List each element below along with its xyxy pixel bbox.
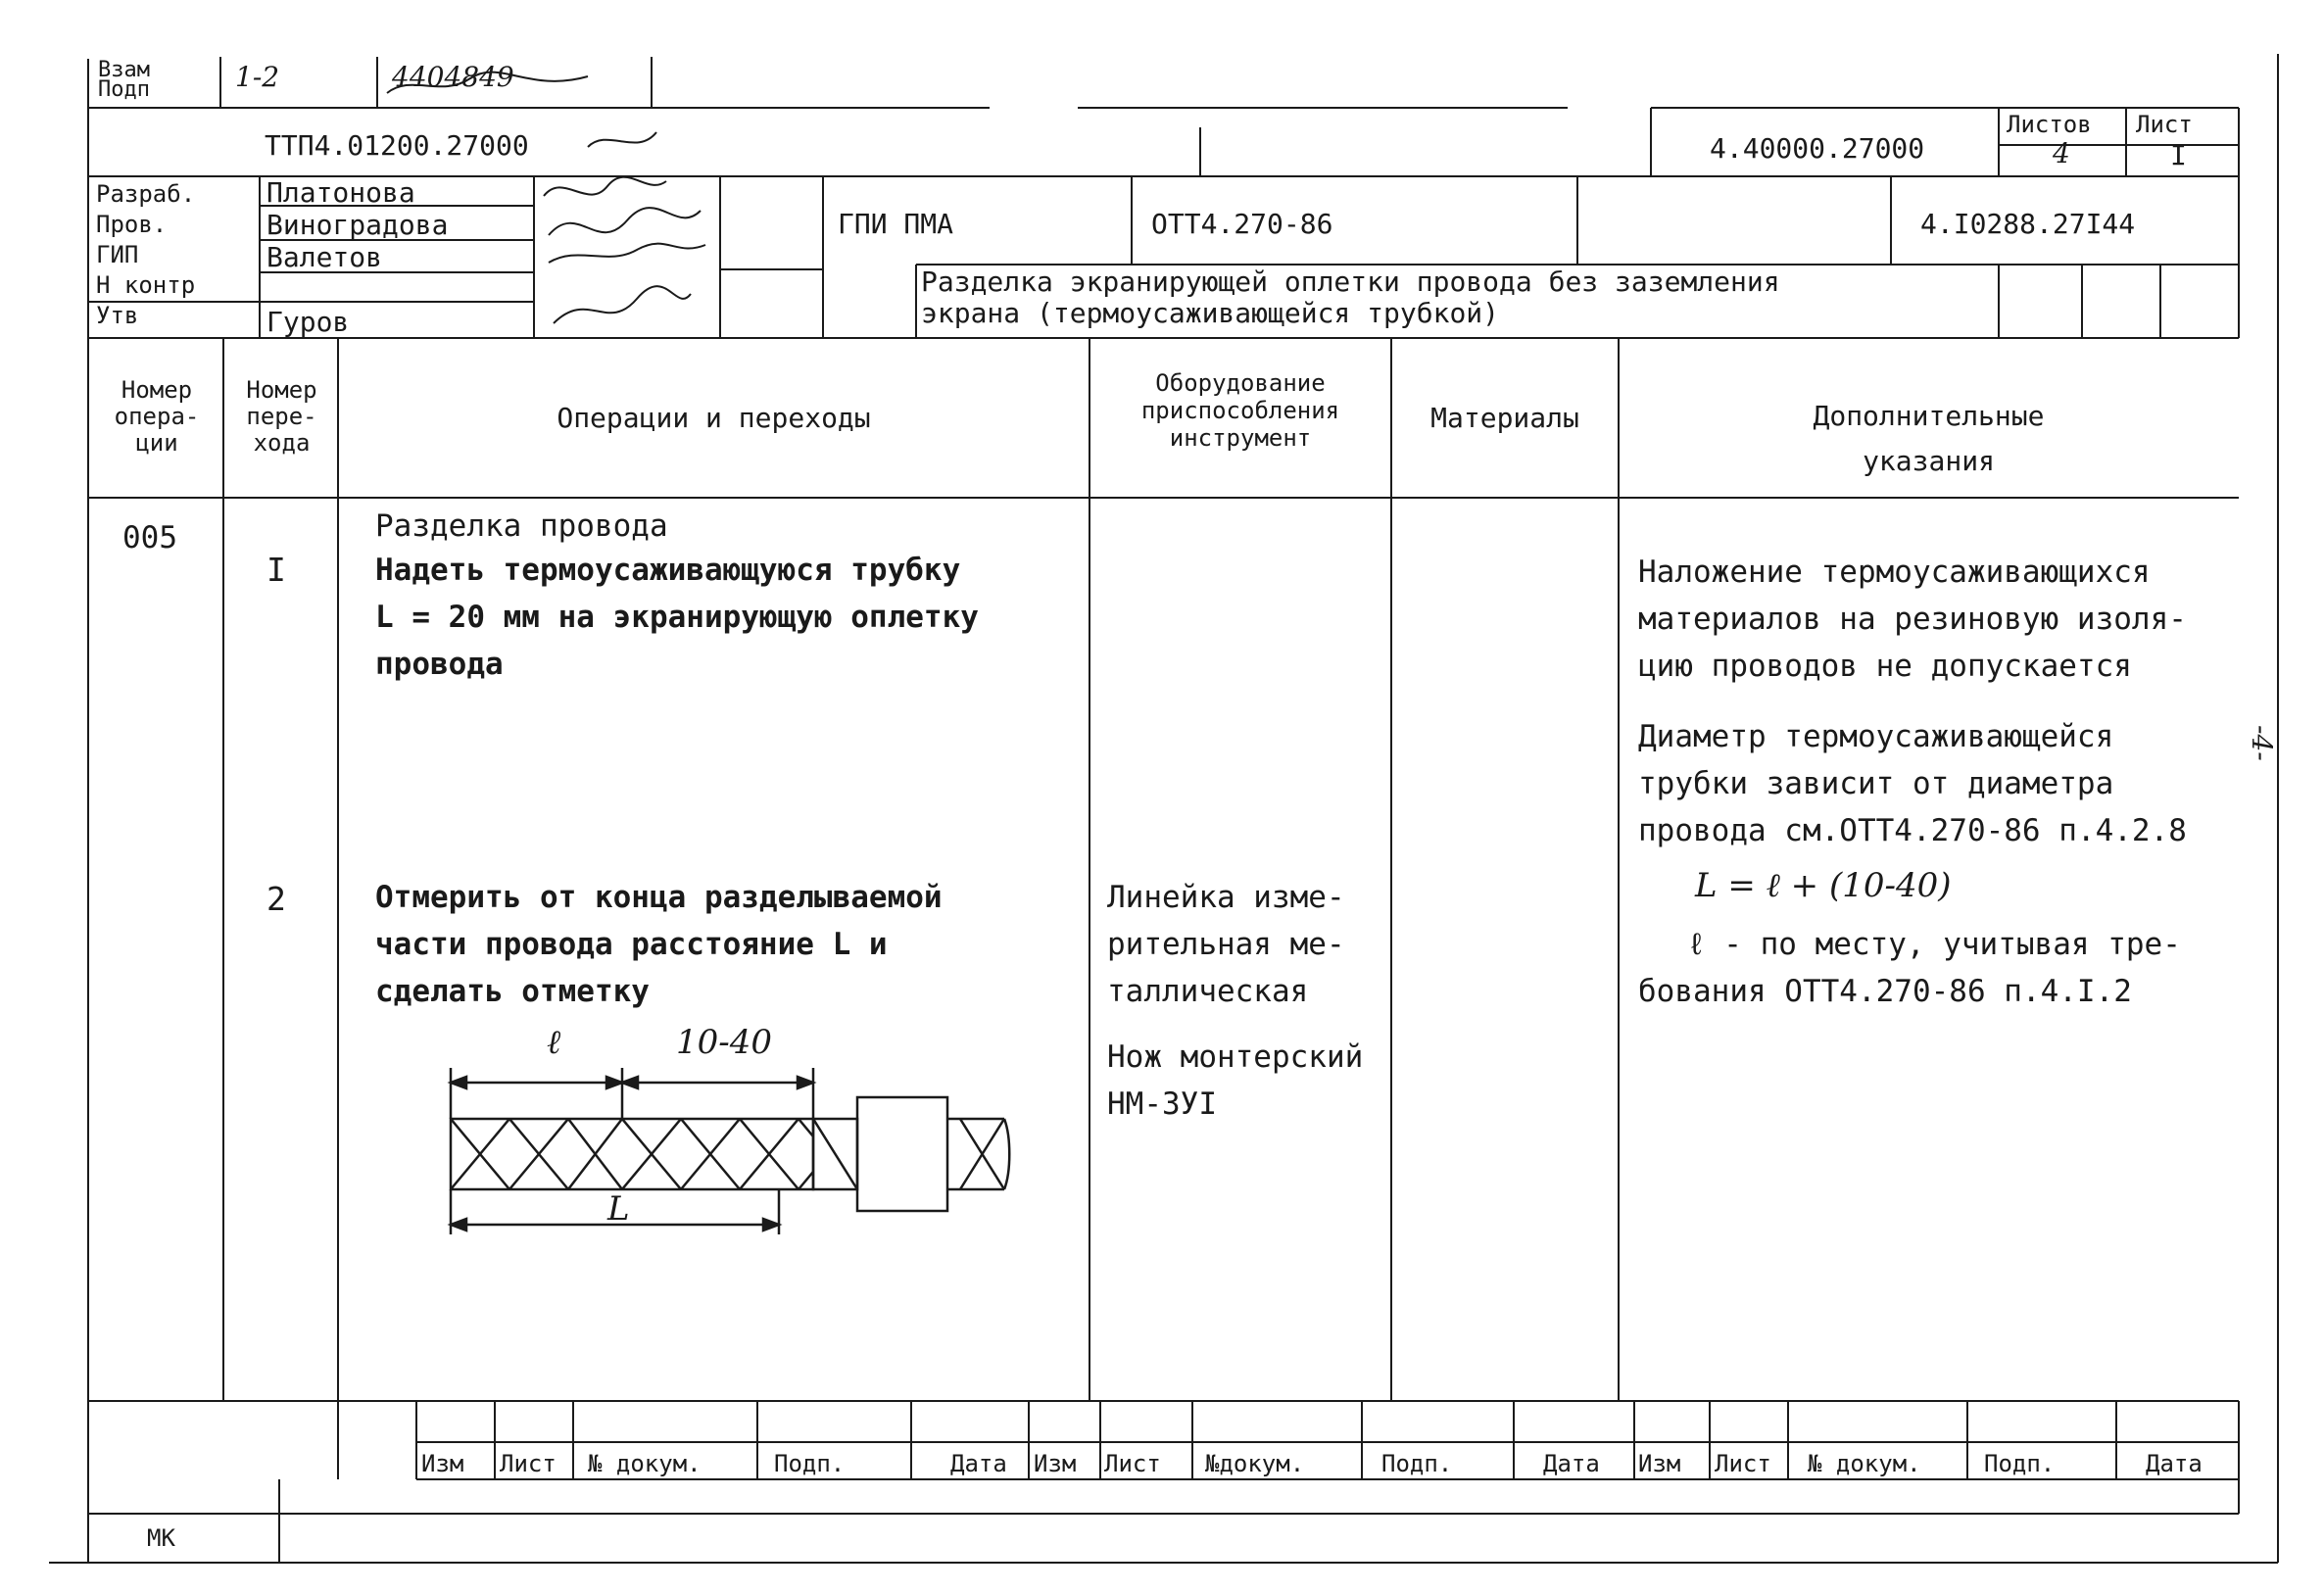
note-2: Диаметр термоусаживающейся трубки зависит от диаметра провода см.ОТТ4.270-86 п.4.2.8 xyxy=(1638,719,2187,848)
standard-ref: ОТТ4.270-86 xyxy=(1151,208,1333,240)
col-materials: Материалы xyxy=(1430,402,1579,434)
form-code: МК xyxy=(147,1524,175,1552)
footer-list-2: Лист xyxy=(1104,1450,1161,1477)
footer-sign-1: Подп. xyxy=(774,1450,846,1477)
ref-number: 4.40000.27000 xyxy=(1710,132,1925,165)
margin-page-mark: -4- xyxy=(2246,725,2278,761)
sheets-label: Листов xyxy=(2007,111,2092,138)
footer-date-3: Дата xyxy=(2146,1450,2203,1477)
col-operations: Операции и переходы xyxy=(557,402,871,434)
op-number: 005 xyxy=(122,520,177,555)
equipment-knife: Нож монтерский НМ-3УI xyxy=(1107,1039,1364,1122)
col-equipment: Оборудование приспособления инструмент xyxy=(1140,369,1340,452)
document-title: Разделка экранирующей оплетки провода без заземления экрана (термоусаживающейся трубкой) xyxy=(921,266,1780,329)
footer-sign-2: Подп. xyxy=(1381,1450,1453,1477)
footer-date-1: Дата xyxy=(950,1450,1007,1477)
note-1: Наложение термоусаживающихся материалов на резиновую изоля- цию проводов не допускается xyxy=(1638,555,2187,684)
step1-text: Надеть термоусаживающуюся трубку L = 20 мм на экранирующую оплетку провода xyxy=(375,553,979,682)
formula: L = ℓ + (10-40) xyxy=(1695,866,1952,905)
footer-izm-3: Изм xyxy=(1638,1450,1681,1477)
note-3: ℓ - по месту, учитывая тре- бования ОТТ4.270-86 п.4.I.2 xyxy=(1638,927,2181,1009)
wire-drawing xyxy=(431,1038,1019,1254)
footer-doc-3: № докум. xyxy=(1808,1450,1921,1477)
step2-text: Отмерить от конца разделываемой части провода расстояние L и сделать отметку xyxy=(375,880,943,1009)
step2-number: 2 xyxy=(266,880,286,918)
org-name: ГПИ ПМА xyxy=(838,208,954,240)
footer-izm-1: Изм xyxy=(421,1450,464,1477)
sheets-value: 4 xyxy=(2053,137,2070,169)
signature-names: Платонова Виноградова Валетов Гуров xyxy=(266,176,449,338)
doc-number: ТТП4.01200.27000 xyxy=(265,129,529,162)
sheet-label: Лист xyxy=(2136,111,2193,138)
stamp-value-1: 1-2 xyxy=(235,61,280,93)
dim-label-range: 10-40 xyxy=(676,1023,773,1062)
stamp-value-2: 4404849 xyxy=(392,61,514,93)
footer-izm-2: Изм xyxy=(1034,1450,1077,1477)
footer-list-1: Лист xyxy=(500,1450,557,1477)
op-title: Разделка провода xyxy=(375,508,668,544)
signature-roles: Разраб. Пров. ГИП Н контр Утв xyxy=(96,180,196,329)
footer-list-3: Лист xyxy=(1715,1450,1771,1477)
footer-doc-1: № докум. xyxy=(588,1450,702,1477)
footer-date-2: Дата xyxy=(1543,1450,1600,1477)
dim-label-L: L xyxy=(607,1189,630,1229)
stamp-labels: Взам Подп xyxy=(98,58,150,102)
doc-code: 4.I0288.27I44 xyxy=(1920,208,2136,240)
col-op-number: Номер опера- ции xyxy=(114,376,200,457)
footer-sign-3: Подп. xyxy=(1984,1450,2056,1477)
col-notes: Дополнительные указания xyxy=(1813,400,2045,477)
step1-number: I xyxy=(266,551,286,589)
footer-doc-2: №докум. xyxy=(1205,1450,1305,1477)
dim-label-l: ℓ xyxy=(547,1023,561,1062)
equipment-ruler: Линейка изме- рительная ме- таллическая xyxy=(1107,880,1345,1009)
col-step-number: Номер пере- хода xyxy=(246,376,317,457)
sheet-value: I xyxy=(2170,139,2187,171)
